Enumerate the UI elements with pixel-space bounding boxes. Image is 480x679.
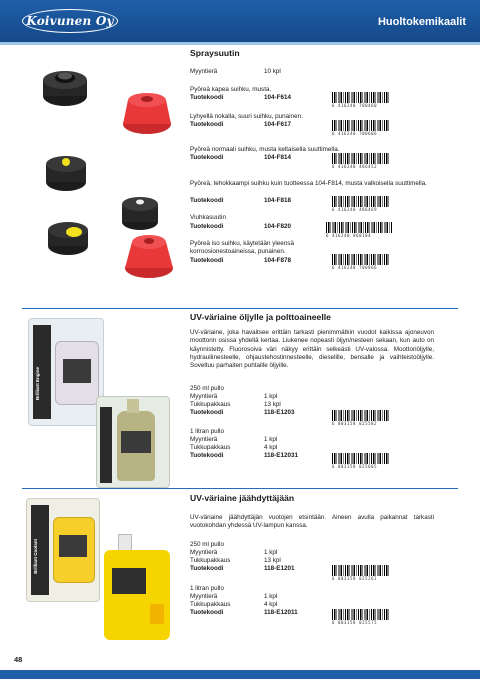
- row-value: 118-E1203: [264, 409, 295, 416]
- row-label: Tuotekoodi: [190, 409, 224, 416]
- row-value: 118-E1201: [264, 565, 295, 572]
- barcode: 6 003158 025605: [332, 453, 390, 469]
- row-value: 1 kpl: [264, 393, 278, 400]
- row-value: 118-E12011: [264, 609, 298, 616]
- barcode: 6 416240 700866: [332, 254, 390, 270]
- row-label: Myyntierä: [190, 593, 218, 600]
- spray-item-code: 104-F617: [264, 121, 291, 128]
- barcode: 6 003158 025582: [332, 410, 390, 426]
- barcode: 6 416240 700606: [332, 120, 390, 136]
- row-value: 1 kpl: [264, 436, 278, 443]
- spray-item-code-label: Tuotekoodi: [190, 257, 224, 264]
- spray-item-desc: Viuhkasuutin: [190, 214, 226, 221]
- spray-item-desc: Pyöreä iso suihku, käytetään yleensä korroosionestoaineissa, punainen.: [190, 240, 294, 256]
- barcode: 6 416240 486469: [332, 196, 390, 212]
- row-label: Tukkupakkaus: [190, 557, 231, 564]
- spray-item-desc: Lyhyellä nokalla, suuri suihku, punainen.: [190, 113, 303, 120]
- spray-cap-red-round: [122, 230, 176, 280]
- uv-oil-blister-pack: Brilliant Engine: [28, 318, 104, 426]
- barcode: 6 003158 025261: [332, 565, 390, 581]
- uv-oil-description: UV-väriaine, joka havaitsee erittäin tarkasti pienimmätkin vuodot kaikissa ajoneuvon moottorin osissa yhdellä kertaa. Liukenee nopeasti öljyn/nesteen sekaan, kun auto on käynnistetty. Fluorosoiva väri näkyy erittäin selkeästi UV-valossa. Moottoriöljylle, hydrauliinesteelle, ohjaustehostinnesteelle, dieselille, bensalle ja vaihteistoöljylle. Soveltuu parhaiten puhtaille öljyille.: [190, 329, 434, 370]
- spray-sales-value: 10 kpl: [264, 68, 281, 75]
- uv-oil-bottle-pack: [96, 396, 170, 488]
- row-label: Myyntierä: [190, 549, 218, 556]
- spray-item-code-label: Tuotekoodi: [190, 94, 224, 101]
- row-value: 13 kpl: [264, 557, 281, 564]
- row-value: 1 kpl: [264, 593, 278, 600]
- uv-coolant-bottle: [104, 534, 176, 642]
- section-title: Huoltokemikaalit: [377, 16, 466, 28]
- uv-coolant-description: UV-väriaine jäähdyttäjän vuotojen etsintään. Aineen avulla paikannat tarkasti vuotokohdan yhdessä UV-lampun kanssa.: [190, 514, 434, 530]
- uv-oil-section-title: UV-väriaine öljylle ja polttoaineelle: [190, 312, 331, 322]
- spray-cap-fan-yellow: [46, 216, 90, 258]
- spray-item-code-label: Tuotekoodi: [190, 121, 224, 128]
- spray-cap-black-narrow: [40, 66, 90, 110]
- product-size: 250 ml pullo: [190, 385, 224, 392]
- barcode: 6 416240 486452: [332, 153, 390, 169]
- uv-coolant-section-title: UV-väriaine jäähdyttäjään: [190, 493, 295, 503]
- barcode: 6 416240 860184: [326, 222, 392, 238]
- row-label: Tuotekoodi: [190, 565, 224, 572]
- spray-item-code: 104-F820: [264, 223, 291, 230]
- section-divider: [22, 488, 458, 489]
- spray-item-desc: Pyöreä, tehokkaampi suihku kuin tuotteessa 104-F814, musta valkoisella suuttimella.: [190, 180, 427, 187]
- spray-cap-red-large: [120, 88, 174, 136]
- row-label: Tukkupakkaus: [190, 444, 231, 451]
- row-value: 4 kpl: [264, 601, 278, 608]
- row-value: 13 kpl: [264, 401, 281, 408]
- product-size: 1 litran pullo: [190, 428, 224, 435]
- page-number: 48: [14, 655, 23, 664]
- spray-item-code: 104-F878: [264, 257, 291, 264]
- spray-item-code: 104-F814: [264, 154, 291, 161]
- company-logo: Koivunen Oy: [22, 9, 118, 33]
- spray-sales-label: Myyntierä: [190, 68, 218, 75]
- spray-item-code: 104-F818: [264, 197, 291, 204]
- uv-coolant-blister-pack: Brilliant Coolant: [26, 498, 100, 602]
- barcode: 6 416240 700460: [332, 92, 390, 108]
- row-label: Tuotekoodi: [190, 452, 224, 459]
- page-header: [0, 0, 480, 42]
- section-divider: [22, 308, 458, 309]
- header-strip: [0, 42, 480, 45]
- product-size: 1 litran pullo: [190, 585, 224, 592]
- spray-item-desc: Pyöreä kapea suihku, musta.: [190, 86, 272, 93]
- row-label: Myyntierä: [190, 436, 218, 443]
- spray-item-desc: Pyöreä normaali suihku, musta keltaisella suuttimella.: [190, 146, 340, 153]
- row-label: Myyntierä: [190, 393, 218, 400]
- row-label: Tukkupakkaus: [190, 401, 231, 408]
- product-size: 250 ml pullo: [190, 541, 224, 548]
- row-label: Tuotekoodi: [190, 609, 224, 616]
- barcode: 6 003158 025575: [332, 609, 390, 625]
- spray-cap-black-yellow: [44, 150, 88, 194]
- spray-item-code-label: Tuotekoodi: [190, 197, 224, 204]
- footer-bar: [0, 670, 480, 679]
- row-value: 1 kpl: [264, 549, 278, 556]
- row-value: 118-E12031: [264, 452, 298, 459]
- row-label: Tukkupakkaus: [190, 601, 231, 608]
- row-value: 4 kpl: [264, 444, 278, 451]
- spray-cap-black-white: [120, 192, 160, 232]
- spray-item-code: 104-F614: [264, 94, 291, 101]
- spray-item-code-label: Tuotekoodi: [190, 154, 224, 161]
- spray-item-code-label: Tuotekoodi: [190, 223, 224, 230]
- spray-section-title: Spraysuutin: [190, 48, 240, 58]
